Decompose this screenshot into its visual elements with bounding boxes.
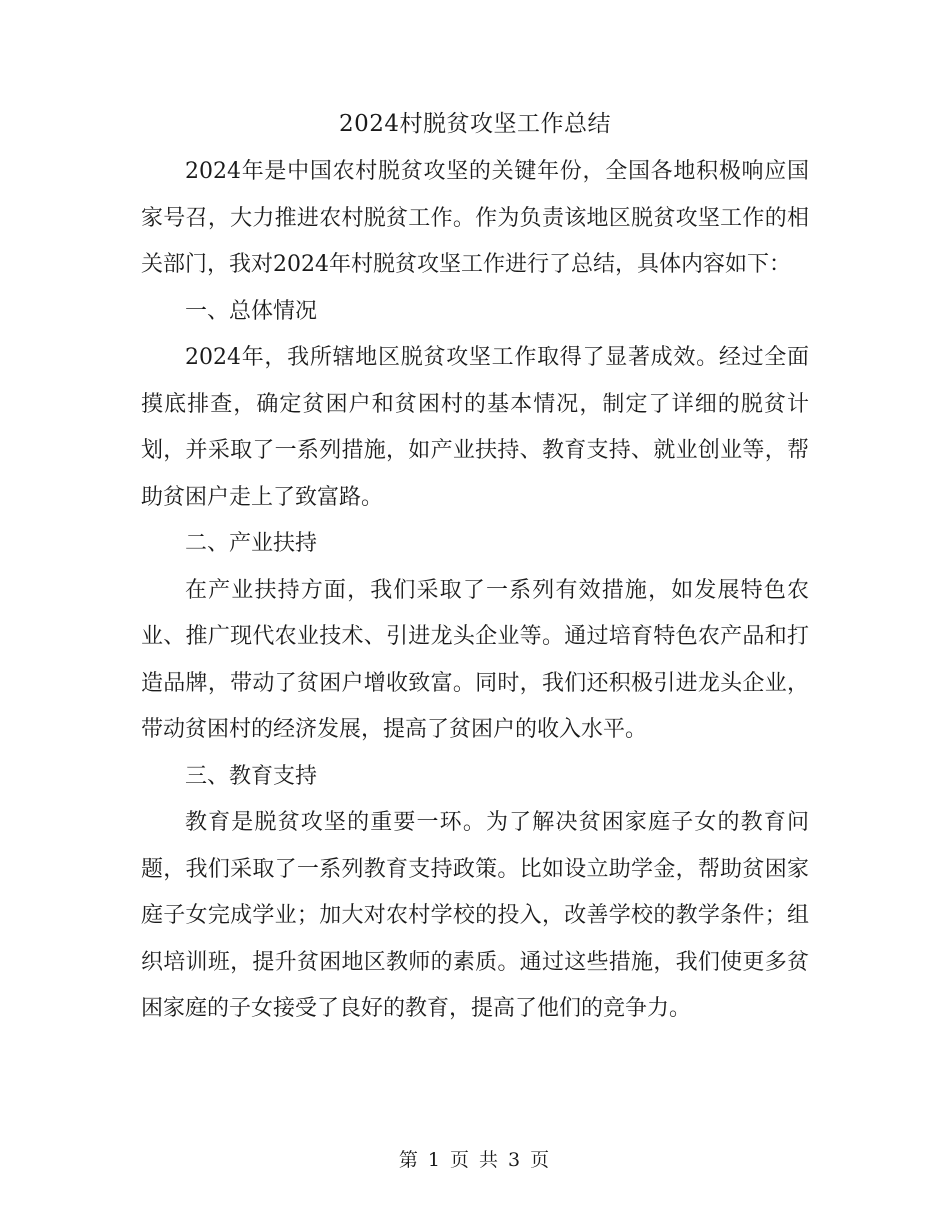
section-heading-overview: 一、总体情况 bbox=[185, 298, 318, 324]
document-title: 2024村脱贫攻坚工作总结 bbox=[338, 111, 612, 137]
document-body bbox=[141, 149, 809, 1033]
page-number-footer: 第 1 页 共 3 页 bbox=[398, 1149, 552, 1171]
section-heading-industry: 二、产业扶持 bbox=[185, 531, 318, 556]
industry-paragraph: 在产业扶持方面，我们采取了一系列有效措施，如发展特色农业、推广现代农业技术、引进龙头企业等。通过培育特色农产品和打造品牌，带动了贫困户增收致富。同时，我们还积极引进龙头企业，带动贫困村的经济发展，提高了贫困户的收入水平。 bbox=[141, 577, 809, 742]
education-paragraph: 教育是脱贫攻坚的重要一环。为了解决贫困家庭子女的教育问题，我们采取了一系列教育支持政策。比如设立助学金，帮助贫困家庭子女完成学业；加大对农村学校的投入，改善学校的教学条件；组织培训班，提升贫困地区教师的素质。通过这些措施，我们使更多贫困家庭的子女接受了良好的教育，提高了他们的竞争力。 bbox=[141, 810, 809, 1021]
intro-paragraph: 2024年是中国农村脱贫攻坚的关键年份，全国各地积极响应国家号召，大力推进农村脱贫工作。作为负责该地区脱贫攻坚工作的相关部门，我对2024年村脱贫攻坚工作进行了总结，具体内容如下： bbox=[141, 159, 809, 277]
overview-paragraph: 2024年，我所辖地区脱贫攻坚工作取得了显著成效。经过全面摸底排查，确定贫困户和贫困村的基本情况，制定了详细的脱贫计划，并采取了一系列措施，如产业扶持、教育支持、就业创业等，帮助贫困户走上了致富路。 bbox=[141, 345, 809, 510]
section-heading-education: 三、教育支持 bbox=[185, 763, 318, 789]
